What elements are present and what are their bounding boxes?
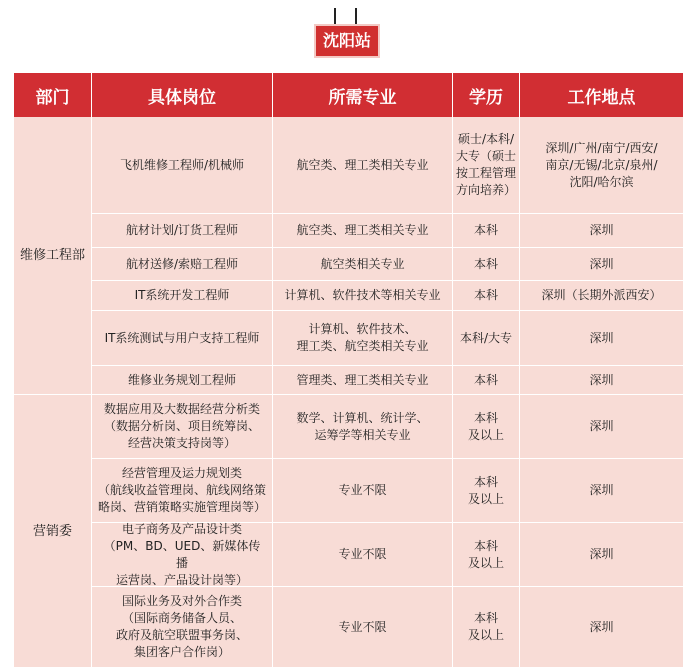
location-cell: 深圳 — [520, 523, 683, 587]
education-cell: 本科 — [453, 214, 520, 248]
education-cell: 本科 — [453, 281, 520, 311]
major-cell: 专业不限 — [273, 587, 453, 667]
header-position: 具体岗位 — [92, 73, 273, 117]
major-cell: 航空类、理工类相关专业 — [273, 214, 453, 248]
position-cell: 经营管理及运力规划类 （航线收益管理岗、航线网络策 略岗、营销策略实施管理岗等） — [92, 459, 273, 523]
location-cell: 深圳/广州/南宁/西安/ 南京/无锡/北京/泉州/ 沈阳/哈尔滨 — [520, 117, 683, 214]
location-cell: 深圳 — [520, 459, 683, 523]
education-cell: 本科 及以上 — [453, 395, 520, 459]
education-cell: 本科 及以上 — [453, 587, 520, 667]
location-cell: 深圳（长期外派西安） — [520, 281, 683, 311]
major-cell: 专业不限 — [273, 459, 453, 523]
education-cell: 本科/大专 — [453, 311, 520, 366]
station-title: 沈阳站 — [314, 24, 380, 58]
location-cell: 深圳 — [520, 214, 683, 248]
header-department: 部门 — [14, 73, 92, 117]
header-education: 学历 — [453, 73, 520, 117]
position-cell: 电子商务及产品设计类 （PM、BD、UED、新媒体传播 运营岗、产品设计岗等） — [92, 523, 273, 587]
station-tag — [314, 8, 380, 62]
major-cell: 计算机、软件技术、 理工类、航空类相关专业 — [273, 311, 453, 366]
department-cell: 维修工程部 — [14, 117, 92, 395]
major-cell: 航空类相关专业 — [273, 248, 453, 281]
position-cell: 飞机维修工程师/机械师 — [92, 117, 273, 214]
header-major: 所需专业 — [273, 73, 453, 117]
major-cell: 专业不限 — [273, 523, 453, 587]
major-cell: 航空类、理工类相关专业 — [273, 117, 453, 214]
position-cell: 国际业务及对外合作类 （国际商务储备人员、 政府及航空联盟事务岗、 集团客户合作岗） — [92, 587, 273, 667]
location-cell: 深圳 — [520, 366, 683, 395]
education-cell: 硕士/本科/ 大专（硕士 按工程管理 方向培养） — [453, 117, 520, 214]
location-cell: 深圳 — [520, 248, 683, 281]
position-cell: IT系统开发工程师 — [92, 281, 273, 311]
education-cell: 本科 — [453, 248, 520, 281]
location-cell: 深圳 — [520, 311, 683, 366]
location-cell: 深圳 — [520, 587, 683, 667]
location-cell: 深圳 — [520, 395, 683, 459]
major-cell: 数学、计算机、统计学、 运筹学等相关专业 — [273, 395, 453, 459]
department-cell: 营销委 — [14, 395, 92, 667]
header-location: 工作地点 — [520, 73, 683, 117]
position-cell: 数据应用及大数据经营分析类 （数据分析岗、项目统筹岗、 经营决策支持岗等） — [92, 395, 273, 459]
position-cell: IT系统测试与用户支持工程师 — [92, 311, 273, 366]
major-cell: 计算机、软件技术等相关专业 — [273, 281, 453, 311]
job-table-lower — [14, 73, 683, 667]
education-cell: 本科 及以上 — [453, 459, 520, 523]
position-cell: 航材送修/索赔工程师 — [92, 248, 273, 281]
education-cell: 本科 — [453, 366, 520, 395]
major-cell: 管理类、理工类相关专业 — [273, 366, 453, 395]
education-cell: 本科 及以上 — [453, 523, 520, 587]
position-cell: 航材计划/订货工程师 — [92, 214, 273, 248]
position-cell: 维修业务规划工程师 — [92, 366, 273, 395]
